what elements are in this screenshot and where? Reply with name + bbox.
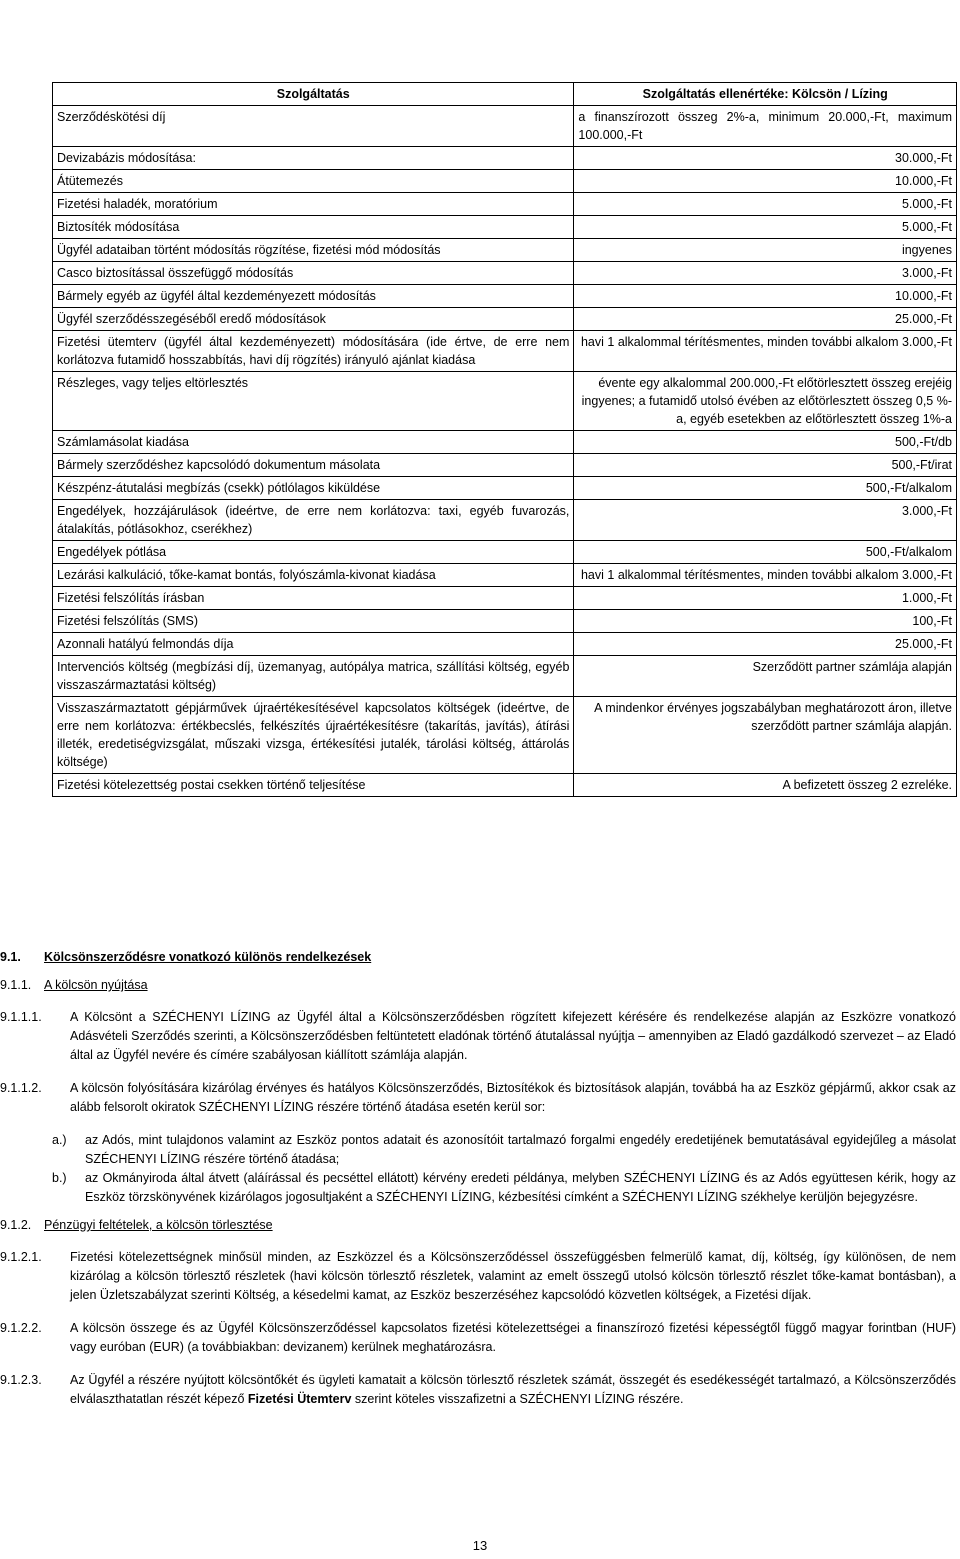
table-row (53, 106, 957, 147)
fee-cell: ingyenes (574, 239, 957, 262)
fee-cell: 500,-Ft/alkalom (574, 477, 957, 500)
section-9-1-2 (0, 1216, 960, 1235)
document-title (798, 4, 956, 40)
service-cell: Azonnali hatályú felmondás díja (53, 633, 574, 656)
table-row (53, 372, 957, 431)
section-title: Pénzügyi feltételek, a kölcsön törlesztése (44, 1218, 273, 1232)
service-cell: Fizetési haladék, moratórium (53, 193, 574, 216)
page-number: 13 (472, 1538, 488, 1553)
fee-cell: 10.000,-Ft (574, 170, 957, 193)
table-row (53, 216, 957, 239)
table-row (53, 285, 957, 308)
table-row (53, 587, 957, 610)
section-title: A kölcsön nyújtása (44, 978, 148, 992)
paragraph-9-1-1-1 (0, 1008, 960, 1065)
table-row (53, 239, 957, 262)
table-row (53, 610, 957, 633)
list-item-label: a.) (52, 1133, 67, 1147)
table-row (53, 477, 957, 500)
service-cell: Devizabázis módosítása: (53, 147, 574, 170)
fee-cell: 30.000,-Ft (574, 147, 957, 170)
service-cell: Készpénz-átutalási megbízás (csekk) pótlólagos kiküldése (53, 477, 574, 500)
service-cell: Biztosíték módosítása (53, 216, 574, 239)
fee-table (52, 82, 957, 797)
service-cell: Engedélyek, hozzájárulások (ideértve, de erre nem korlátozva: taxi, egyéb fuvarozás, átalakítás, pótlásokhoz, cserékhez) (53, 500, 574, 541)
section-9-1 (0, 948, 960, 967)
section-9-1-1 (0, 976, 960, 995)
section-number: 9.1.2. (0, 1218, 32, 1232)
paragraph-number: 9.1.2.2. (0, 1321, 42, 1335)
fee-cell: 500,-Ft/alkalom (574, 541, 957, 564)
paragraph-number: 9.1.1.2. (0, 1081, 42, 1095)
fee-cell: A mindenkor érvényes jogszabályban meghatározott áron, illetve szerződött partner számlája alapján. (574, 697, 957, 774)
service-cell: Átütemezés (53, 170, 574, 193)
service-cell: Fizetési ütemterv (ügyfél által kezdeményezett) módosítására (ide értve, de erre nem korlátozva futamidő hosszabbítás, havi díj rögzítés) irányuló ajánlat kiadása (53, 331, 574, 372)
document-title-main: ÜZLETSZABÁLYZAT (814, 4, 956, 21)
service-cell: Fizetési felszólítás írásban (53, 587, 574, 610)
fee-cell: a finanszírozott összeg 2%-a, minimum 20.000,-Ft, maximum 100.000,-Ft (574, 106, 957, 147)
paragraph-text: A kölcsön folyósítására kizárólag érvényes és hatályos Kölcsönszerződés, Biztosítékok és biztosítások alapján, továbbá ha az Eszköz gépjármű, akkor csak az alább felsorolt okiratok SZÉCHENYI LÍZING részére történő átadása esetén kerül sor: (70, 1081, 956, 1114)
list-item (52, 1169, 960, 1207)
list-item-text: az Adós, mint tulajdonos valamint az Eszköz pontos adatait és azonosítóit tartalmazó forgalmi engedély eredetijének bemutatásával egyidejűleg a másolat SZÉCHENYI LÍZING részére történő átadása; (85, 1133, 956, 1166)
paragraph-text-part: Az Ügyfél a részére nyújtott kölcsöntőkét és ügyleti kamatait a kölcsön törlesztő részletek számát, összegét és esedékességét tartalmazó, a Kölcsönszerződés elválaszthatatlan részét képező (70, 1373, 956, 1406)
paragraph-text: A kölcsön összege és az Ügyfél Kölcsönszerződéssel kapcsolatos fizetési kötelezettségei a finanszírozó fizetési képességtől függő magyar forintban (HUF) vagy euróban (EUR) (a továbbiakban: devizanem) kerülnek meghatározásra. (70, 1321, 956, 1354)
document-date: [Kifüggesztve: 2014.07.08.] (798, 23, 956, 38)
fee-cell: 3.000,-Ft (574, 262, 957, 285)
section-title: Kölcsönszerződésre vonatkozó különös rendelkezések (44, 950, 372, 964)
service-cell: Szerződéskötési díj (53, 106, 574, 147)
page-header (0, 0, 960, 42)
column-header-fee: Szolgáltatás ellenértéke: Kölcsön / Lízing (574, 83, 957, 106)
table-row (53, 454, 957, 477)
service-cell: Lezárási kalkuláció, tőke-kamat bontás, folyószámla-kivonat kiadása (53, 564, 574, 587)
paragraph-9-1-2-2 (0, 1319, 960, 1357)
table-row (53, 262, 957, 285)
fee-cell: havi 1 alkalommal térítésmentes, minden további alkalom 3.000,-Ft (574, 564, 957, 587)
service-cell: Intervenciós költség (megbízási díj, üzemanyag, autópálya matrica, szállítási költség, egyéb visszaszármaztatási költség) (53, 656, 574, 697)
fee-cell: 3.000,-Ft (574, 500, 957, 541)
service-cell: Részleges, vagy teljes eltörlesztés (53, 372, 574, 431)
table-row (53, 774, 957, 797)
section-number: 9.1.1. (0, 978, 32, 992)
table-row (53, 308, 957, 331)
fee-cell: 500,-Ft/db (574, 431, 957, 454)
service-cell: Ügyfél adataiban történt módosítás rögzítése, fizetési mód módosítás (53, 239, 574, 262)
table-row (53, 564, 957, 587)
fee-cell: 500,-Ft/irat (574, 454, 957, 477)
service-cell: Ügyfél szerződésszegéséből eredő módosítások (53, 308, 574, 331)
paragraph-9-1-2-1 (0, 1248, 960, 1305)
service-cell: Casco biztosítással összefüggő módosítás (53, 262, 574, 285)
table-row (53, 331, 957, 372)
table-row (53, 500, 957, 541)
table-row (53, 697, 957, 774)
table-row (53, 193, 957, 216)
paragraph-text-part: szerint köteles visszafizetni a SZÉCHENYI LÍZING részére. (351, 1392, 684, 1406)
service-cell: Engedélyek pótlása (53, 541, 574, 564)
list-item-text: az Okmányiroda által átvett (aláírással és pecséttel ellátott) kérvény eredeti példánya, melyben SZÉCHENYI LÍZING és az Adós együttesen kérik, hogy az Eszköz törzskönyvének kizárólagos jogosultjaként a SZÉCHENYI LÍZING, kézbesítési címként a SZÉCHENYI LÍZING székhelye kerüljön bejegyzésre. (85, 1171, 956, 1204)
paragraph-text: A Kölcsönt a SZÉCHENYI LÍZING az Ügyfél által a Kölcsönszerződésben rögzített kifejezett kérésére és rendelkezése alapján az Eszközre vonatkozó Adásvételi Szerződés szerinti, a Kölcsönszerződésben feltüntetett eladónak történő átutalással nyújtja – amennyiben az Eladó gazdálkodó szervezet – az Eladó által az Ügyfél nevére és címére szabályosan kiállított számlája alapján. (70, 1010, 956, 1062)
fee-cell: 10.000,-Ft (574, 285, 957, 308)
table-row (53, 656, 957, 697)
section-number: 9.1. (0, 950, 21, 964)
paragraph-9-1-2-3 (0, 1371, 960, 1409)
list-item-label: b.) (52, 1171, 67, 1185)
service-cell: Fizetési kötelezettség postai csekken történő teljesítése (53, 774, 574, 797)
table-row (53, 147, 957, 170)
paragraph-text (70, 1371, 960, 1409)
table-row (53, 633, 957, 656)
company-name: SZÉCHENYI LÍZING PÉNZÜGYI SZOLGÁLTATÓ ZRT. (0, 4, 365, 21)
paragraph-bold-term: Fizetési Ütemterv (247, 1392, 352, 1406)
service-cell: Visszaszármaztatott gépjárművek újraértékesítésével kapcsolatos költségek (ideértve, de erre nem korlátozva: értékbecslés, felkészítés újraértékesítésre (takarítás, javítás), átírási illeték, eredetiségvizsgálat, műszaki vizsga, értékesítési jutalék, tárolási költség, áttárolás költsége) (53, 697, 574, 774)
column-header-service: Szolgáltatás (53, 83, 574, 106)
fee-cell: 5.000,-Ft (574, 216, 957, 239)
table-row (53, 431, 957, 454)
list-item (52, 1131, 960, 1169)
paragraph-text: Fizetési kötelezettségnek minősül minden, az Eszközzel és a Kölcsönszerződéssel összefüggésben felmerülő kamat, díj, költség, így különösen, de nem kizárólag a kölcsön törlesztő részletek (havi kölcsön törlesztő részletek, valamint az emelt összegű utolsó kölcsön törlesztő részlet tőke-kamat bontásban), a jelen Üzletszabályzat szerinti Költség, a késedelmi kamat, az Eszköz beszerzéséhez kapcsolódó közvetlen költségek, a Fizetési díjak. (70, 1250, 956, 1302)
fee-cell: 25.000,-Ft (574, 308, 957, 331)
table-row (53, 541, 957, 564)
document-body (0, 948, 960, 1409)
table-row (53, 170, 957, 193)
fee-cell: 1.000,-Ft (574, 587, 957, 610)
fee-table-body (53, 106, 957, 797)
fee-cell: havi 1 alkalommal térítésmentes, minden további alkalom 3.000,-Ft (574, 331, 957, 372)
fee-cell: 100,-Ft (574, 610, 957, 633)
service-cell: Számlamásolat kiadása (53, 431, 574, 454)
fee-cell: 25.000,-Ft (574, 633, 957, 656)
fee-cell: 5.000,-Ft (574, 193, 957, 216)
service-cell: Bármely szerződéshez kapcsolódó dokumentum másolata (53, 454, 574, 477)
paragraph-number: 9.1.1.1. (0, 1010, 42, 1024)
service-cell: Bármely egyéb az ügyfél által kezdeményezett módosítás (53, 285, 574, 308)
service-cell: Fizetési felszólítás (SMS) (53, 610, 574, 633)
paragraph-number: 9.1.2.1. (0, 1250, 42, 1264)
fee-cell: évente egy alkalommal 200.000,-Ft előtörlesztett összeg erejéig ingyenes; a futamidő utolsó évében az előtörlesztett összeg 0,5 %-a, egyéb esetekben az előtörlesztett összeg 1%-a (574, 372, 957, 431)
fee-cell: Szerződött partner számlája alapján (574, 656, 957, 697)
paragraph-9-1-1-2 (0, 1079, 960, 1117)
fee-cell: A befizetett összeg 2 ezreléke. (574, 774, 957, 797)
paragraph-number: 9.1.2.3. (0, 1373, 42, 1387)
